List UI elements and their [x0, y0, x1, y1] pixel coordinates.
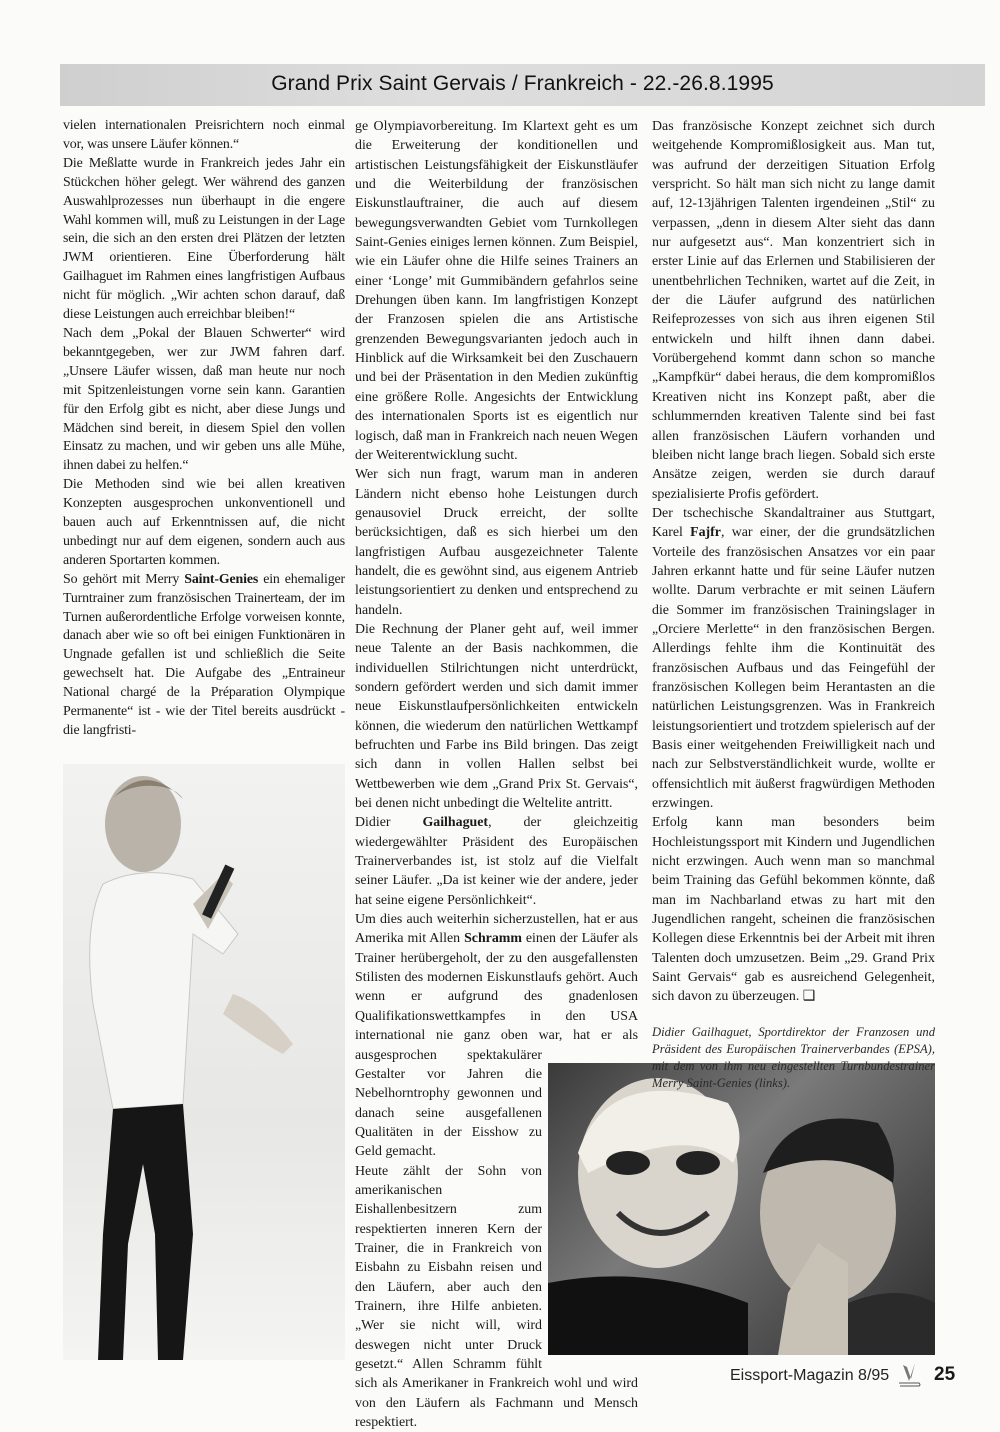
paragraph-text: Erfolg kann man besonders beim Hochleistungssport mit Kindern und Jugendlichen nicht erzwingen. Auch wenn man so manchmal beim Training das Gefühl bekommen könnte, daß man im Nachbarland etwas zu hart mit den Jugendlichen rangeht, scheinen die französischen Kollegen diese Erkenntnis bei der Arbeit mit ihren Talenten doch umzusetzen. Beim „29. Grand Prix Saint Gervais“ gab es ausreichend Gelegenheit, sich davon zu überzeugen. ❑: [652, 815, 935, 1005]
bold-name: Fajfr: [690, 525, 721, 541]
photo-gailhaguet-and-saint-genies: [548, 1063, 935, 1355]
article-paragraph: [63, 155, 345, 325]
article-paragraph: [63, 571, 345, 741]
photo-coach-with-microphone: [63, 764, 345, 1360]
skate-logo-icon: [895, 1361, 923, 1394]
paragraph-text: Um dies auch weiterhin sicherzustellen, hat er aus Amerika mit Allen: [355, 912, 638, 947]
paragraph-text: Didier: [355, 815, 423, 831]
paragraph-text: ein ehemaliger Turntrainer zum französischen Trainerteam, der im Turnen außerordentliche Erfolge vorweisen konnte, danach aber wie so oft bei einigen Funktionären in Ungnade gefallen ist und schließlich die Seite gewechselt hat. Die Aufgabe des „Entraineur National chargé de la Préparation Olympique Permanente“ ist - wie der Titel bereits ausdrückt - die langfristi-: [63, 571, 345, 738]
paragraph-text: Das französische Konzept zeichnet sich durch weitgehende Kompromißlosigkeit aus. Man tut, was aufrund der derzeitigen Situation Erfolg verspricht. So hält man sich nicht zu lange damit auf, 12-13jährigen Talenten irgendeinen „Stil“ zu verpassen, „denn in diesem Alter sieht das dann nur aufgesetzt aus“. Man konzentriert sich in erster Linie auf das Erlernen und Stabilisieren der unentbehrlichen Techniken, wartet auf die Zeit, in der die Läufer aufgrund des natürlichen Reifeprozesses von sich aus ihren eigenen Stil entwickeln und hilft ihnen dann dabei. Vorübergehend kommt dann schon so manche „Kampfkür“ dabei heraus, die dem kompromißlos Kreativen nicht ins Konzept paßt, aber die schlummernden kreativen Talente sind bei fast allen französischen Läufern vorhanden und bleiben nicht lange brach liegen. Sobald sich erste Ansätze zeigen, werden sie durch darauf spezialisierte Profis gefördert.: [652, 119, 935, 502]
article-column-3: [652, 117, 935, 1007]
paragraph-text: , der gleichzeitig wiedergewählter Präsident des Europäischen Trainerverbandes ist, ist stolz auf die Vielfalt seiner Läufer. „Da ist keiner wie der andere, jeder hat seine eigene Persönlichkeit“.: [355, 815, 638, 908]
paragraph-text: , war einer, der die grundsätzlichen Vorteile des französischen Ansatzes vor ein paar Jahren erkannt hatte und für seine Läufer nutzen wollte. Darum verbrachte er mit seinen Läufern die Sommer im französischen Trainingslager in „Orciere Merlette“ in den französischen Bergen. Allerdings fehlte ihm die Kontinuität des französischen Aufbaus und das Feingefühl der französischen Kollegen beim Herantasten an die natürlichen Leistungsgrenzen. Was in Frankreich leistungsorientiert und trotzdem spielerisch auf der Basis einer weitgehenden Freiwilligkeit nach und nach zur Selbstverständlichkeit wurde, wollte er offensichtlich mit äußerst fragwürdigen Methoden erzwingen.: [652, 525, 935, 812]
article-paragraph: [355, 620, 638, 813]
paragraph-text: Wer sich nun fragt, warum man in anderen Ländern nicht ebenso hohe Leistungen durch genausoviel Druck erreicht, der sollte berücksichtigen, daß es sich hierbei um den langfristigen Aufbau ausgezeichneter Talente handelt, die es gewöhnt sind, aus eigenem Antrieb leistungsorientiert zu denken und entsprechend zu handeln.: [355, 467, 638, 618]
magazine-issue: Eissport-Magazin 8/95: [730, 1367, 890, 1384]
article-paragraph: [355, 465, 638, 620]
paragraph-text: ge Olympiavorbereitung. Im Klartext geht es um die Erweiterung der konditionellen und artistischen Leistungsfähigkeit der Eiskunstläufer und die Weiterbildung der französischen Eiskunstlauftrainer, die auch auf diesem bewegungsverwandten Gebiet vom Turnkollegen Saint-Genies einiges lernen können. Zum Beispiel, wie ein Läufer ohne die Hilfe seines Trainers an einer ‘Longe’ mit Gummibändern gefahrlos seine Drehungen üben kann. Im langfristigen Konzept der Franzosen spielen die ans Artistische grenzenden Bewegungsvarianten jedoch auch in Hinblick auf die Wirksamkeit bei den Zuschauern und bei der Präsentation in den Medien zukünftig eine größere Rolle. Angesichts der Entwicklung des internationalen Sports ist es eigentlich nur logisch, daß man in Frankreich nach neuen Wegen der Weiterentwicklung sucht.: [355, 119, 638, 463]
paragraph-text: Nach dem „Pokal der Blauen Schwerter“ wird bekanntgegeben, wer zur JWM fahren darf. „Unsere Läufer wissen, daß man heute nur noch mit Spitzenleistungen vorne sein kann. Garantien für den Erfolg gibt es nicht, aber diese Jungs und Mädchen sind bereit, in diesem Spiel den vollen Einsatz zu machen, und wir geben uns alle Mühe, ihnen dabei zu helfen.“: [63, 325, 345, 474]
article-paragraph: [652, 504, 935, 814]
paragraph-text: Der tschechische Skandaltrainer aus Stuttgart, Karel: [652, 505, 935, 541]
article-paragraph: [652, 117, 935, 504]
photo-caption: Didier Gailhaguet, Sportdirektor der Franzosen und Präsident des Europäischen Trainerverbandes (EPSA), mit dem von ihm neu eingestellten Turnbundestrainer Merry Saint-Genies (links).: [652, 1025, 935, 1090]
paragraph-text: Die Rechnung der Planer geht auf, weil immer neue Talente an der Basis nachkommen, die individuellen Stilrichtungen nicht unterdrückt, sondern gefördert werden und sich damit immer neue Eiskunstlaufpersönlichkeiten entwickeln können, die wiederum den natürlichen Wettkampf befruchten und Farbe ins Bild bringen. Das zeigt sich dann in vollen Hallen selbst bei Wettbewerben wie dem „Grand Prix St. Gervais“, bei denen nicht unbedingt die Weltelite antritt.: [355, 621, 638, 812]
paragraph-text: Heute zählt der Sohn von amerikanischen Eishallenbesitzern zum respektierten inneren Kern der Trainer, die in Frankreich von Eisbahn zu Eisbahn reisen und den Läufern, aber auch den Trainern, ihre Hilfe anbieten. „Wer sie nicht will, wird deswegen nicht unter Druck gesetzt.“ Allen Schramm fühlt sich als Amerikaner in Frankreich wohl und wird von den Läufern als Fachmann und Mensch respektiert.: [355, 1163, 638, 1431]
paragraph-text: einen der Läufer als Trainer herübergeholt, der zu den ausgefallensten Stilisten des modernen Eiskunstlaufs gehört. Auch wenn er aufgrund des gnadenlosen Qualifikationswettkampfes in den USA international nie ganz oben war, hat er als ausgesprochen spektakulärer Gestalter vor Jahren die Nebelhorntrophy gewonnen und danach seine ausgefallenen Qualitäten in der Eisshow zu Geld gemacht.: [355, 931, 638, 1160]
article-paragraph: [355, 117, 638, 465]
bold-name: Saint-Genies: [184, 571, 259, 587]
paragraph-text: So gehört mit Merry: [63, 571, 185, 587]
article-column-1: [63, 117, 345, 741]
paragraph-text: vielen internationalen Preisrichtern noch einmal vor, was unsere Läufer können.“: [63, 118, 345, 152]
paragraph-text: Die Meßlatte wurde in Frankreich jedes Jahr ein Stückchen höher gelegt. Wer während des ganzen Auswahlprozesses nun überhaupt in die engere Wahl kommen will, muß zu Leistungen in der Lage sein, die sich an den ersten drei Plätzen der letzten JWM orientieren. Eine Überforderung hält Gailhaguet im Rahmen eines langfristigen Aufbaus nicht für möglich. „Wir achten schon darauf, daß diese Leistungen auch erreichbar bleiben!“: [63, 155, 345, 323]
article-paragraph: [63, 325, 345, 476]
page-title: Grand Prix Saint Gervais / Frankreich - 22.-26.8.1995: [271, 72, 774, 95]
bold-name: Gailhaguet: [422, 815, 489, 831]
article-paragraph: [63, 476, 345, 571]
paragraph-text: Die Methoden sind wie bei allen kreativen Konzepten ausgesprochen unkonventionell und bauen auch auf Erkenntnissen auf, die nicht unbedingt nur auf dem eigenen, sondern auch aus anderen Sportarten kommen.: [63, 477, 345, 568]
page-number: 25: [934, 1364, 956, 1385]
article-paragraph: [355, 813, 638, 910]
article-paragraph: [652, 813, 935, 1006]
article-paragraph: [63, 117, 345, 155]
bold-name: Schramm: [464, 931, 522, 947]
